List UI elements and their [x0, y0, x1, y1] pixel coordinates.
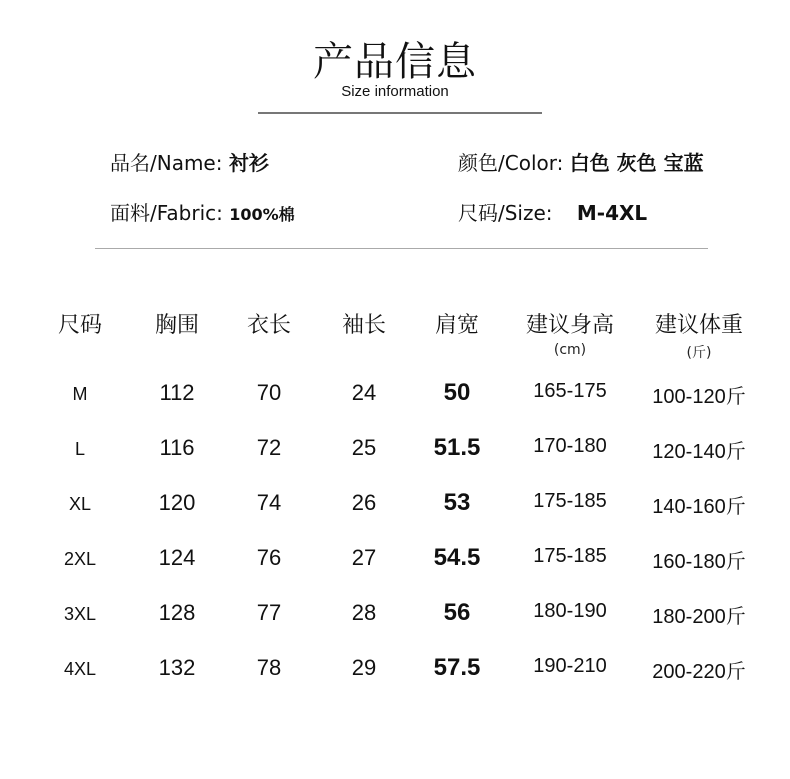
unit-weight: (斤) — [686, 345, 712, 361]
product-color-row — [458, 147, 704, 176]
product-size-label: 尺码/Size: — [458, 201, 553, 225]
cell-height: 190-210 — [533, 655, 607, 677]
cell-size: M — [72, 384, 88, 404]
header-length: 衣长 — [246, 313, 292, 338]
cell-shoulder: 54.5 — [433, 544, 481, 571]
product-name-row — [110, 147, 269, 176]
cell-weight: 180-200斤 — [652, 606, 746, 628]
cell-height: 180-190 — [533, 600, 607, 622]
header-weight: 建议体重 — [654, 313, 744, 338]
cell-chest: 124 — [158, 545, 196, 570]
cell-height: 175-185 — [533, 490, 607, 512]
header-sleeve: 袖长 — [341, 313, 387, 338]
cell-length: 74 — [256, 490, 282, 515]
cell-length: 70 — [256, 380, 282, 405]
cell-height: 165-175 — [533, 380, 607, 402]
cell-weight: 140-160斤 — [652, 496, 746, 518]
cell-chest: 116 — [159, 435, 195, 460]
cell-length: 72 — [256, 435, 282, 460]
info-divider — [95, 248, 708, 249]
cell-shoulder: 56 — [443, 599, 471, 626]
cell-size: 2XL — [63, 549, 97, 569]
header-height: 建议身高 — [525, 313, 615, 338]
cell-sleeve: 27 — [351, 545, 377, 570]
cell-size: 3XL — [63, 604, 97, 624]
header-shoulder: 肩宽 — [434, 313, 480, 338]
cell-shoulder: 50 — [443, 379, 471, 406]
product-fabric-value: 100%棉 — [229, 205, 295, 224]
cell-sleeve: 29 — [351, 655, 377, 680]
cell-weight: 120-140斤 — [652, 441, 746, 463]
product-color-label: 颜色/Color: — [458, 151, 564, 175]
cell-sleeve: 26 — [351, 490, 377, 515]
unit-height: (cm) — [553, 342, 587, 358]
page-title: 产品信息 — [313, 39, 477, 85]
cell-height: 170-180 — [533, 435, 607, 457]
cell-height: 175-185 — [533, 545, 607, 567]
page-subtitle: Size information — [341, 83, 449, 100]
cell-weight: 160-180斤 — [652, 551, 746, 573]
product-size-row — [458, 197, 647, 226]
cell-length: 76 — [256, 545, 282, 570]
header-size: 尺码 — [57, 313, 103, 338]
cell-size: XL — [68, 494, 92, 514]
cell-shoulder: 57.5 — [433, 654, 481, 681]
cell-sleeve: 24 — [351, 380, 377, 405]
cell-sleeve: 28 — [351, 600, 377, 625]
product-fabric-row — [110, 197, 295, 226]
cell-shoulder: 51.5 — [433, 434, 481, 461]
title-divider — [258, 112, 542, 114]
cell-chest: 128 — [158, 600, 196, 625]
cell-size: 4XL — [63, 659, 97, 679]
cell-sleeve: 25 — [351, 435, 377, 460]
cell-weight: 200-220斤 — [652, 661, 746, 683]
cell-size: L — [74, 439, 86, 459]
cell-shoulder: 53 — [443, 489, 471, 516]
cell-length: 78 — [256, 655, 282, 680]
product-size-value: M-4XL — [576, 201, 648, 225]
product-color-value: 白色 灰色 宝蓝 — [569, 151, 704, 175]
cell-chest: 132 — [158, 655, 196, 680]
product-name-label: 品名/Name: — [110, 151, 223, 175]
product-fabric-label: 面料/Fabric: — [110, 201, 223, 225]
product-name-value: 衬衫 — [228, 151, 269, 175]
cell-length: 77 — [256, 600, 282, 625]
cell-chest: 120 — [158, 490, 196, 515]
cell-weight: 100-120斤 — [652, 386, 746, 408]
header-chest: 胸围 — [154, 313, 200, 338]
cell-chest: 112 — [159, 380, 195, 405]
